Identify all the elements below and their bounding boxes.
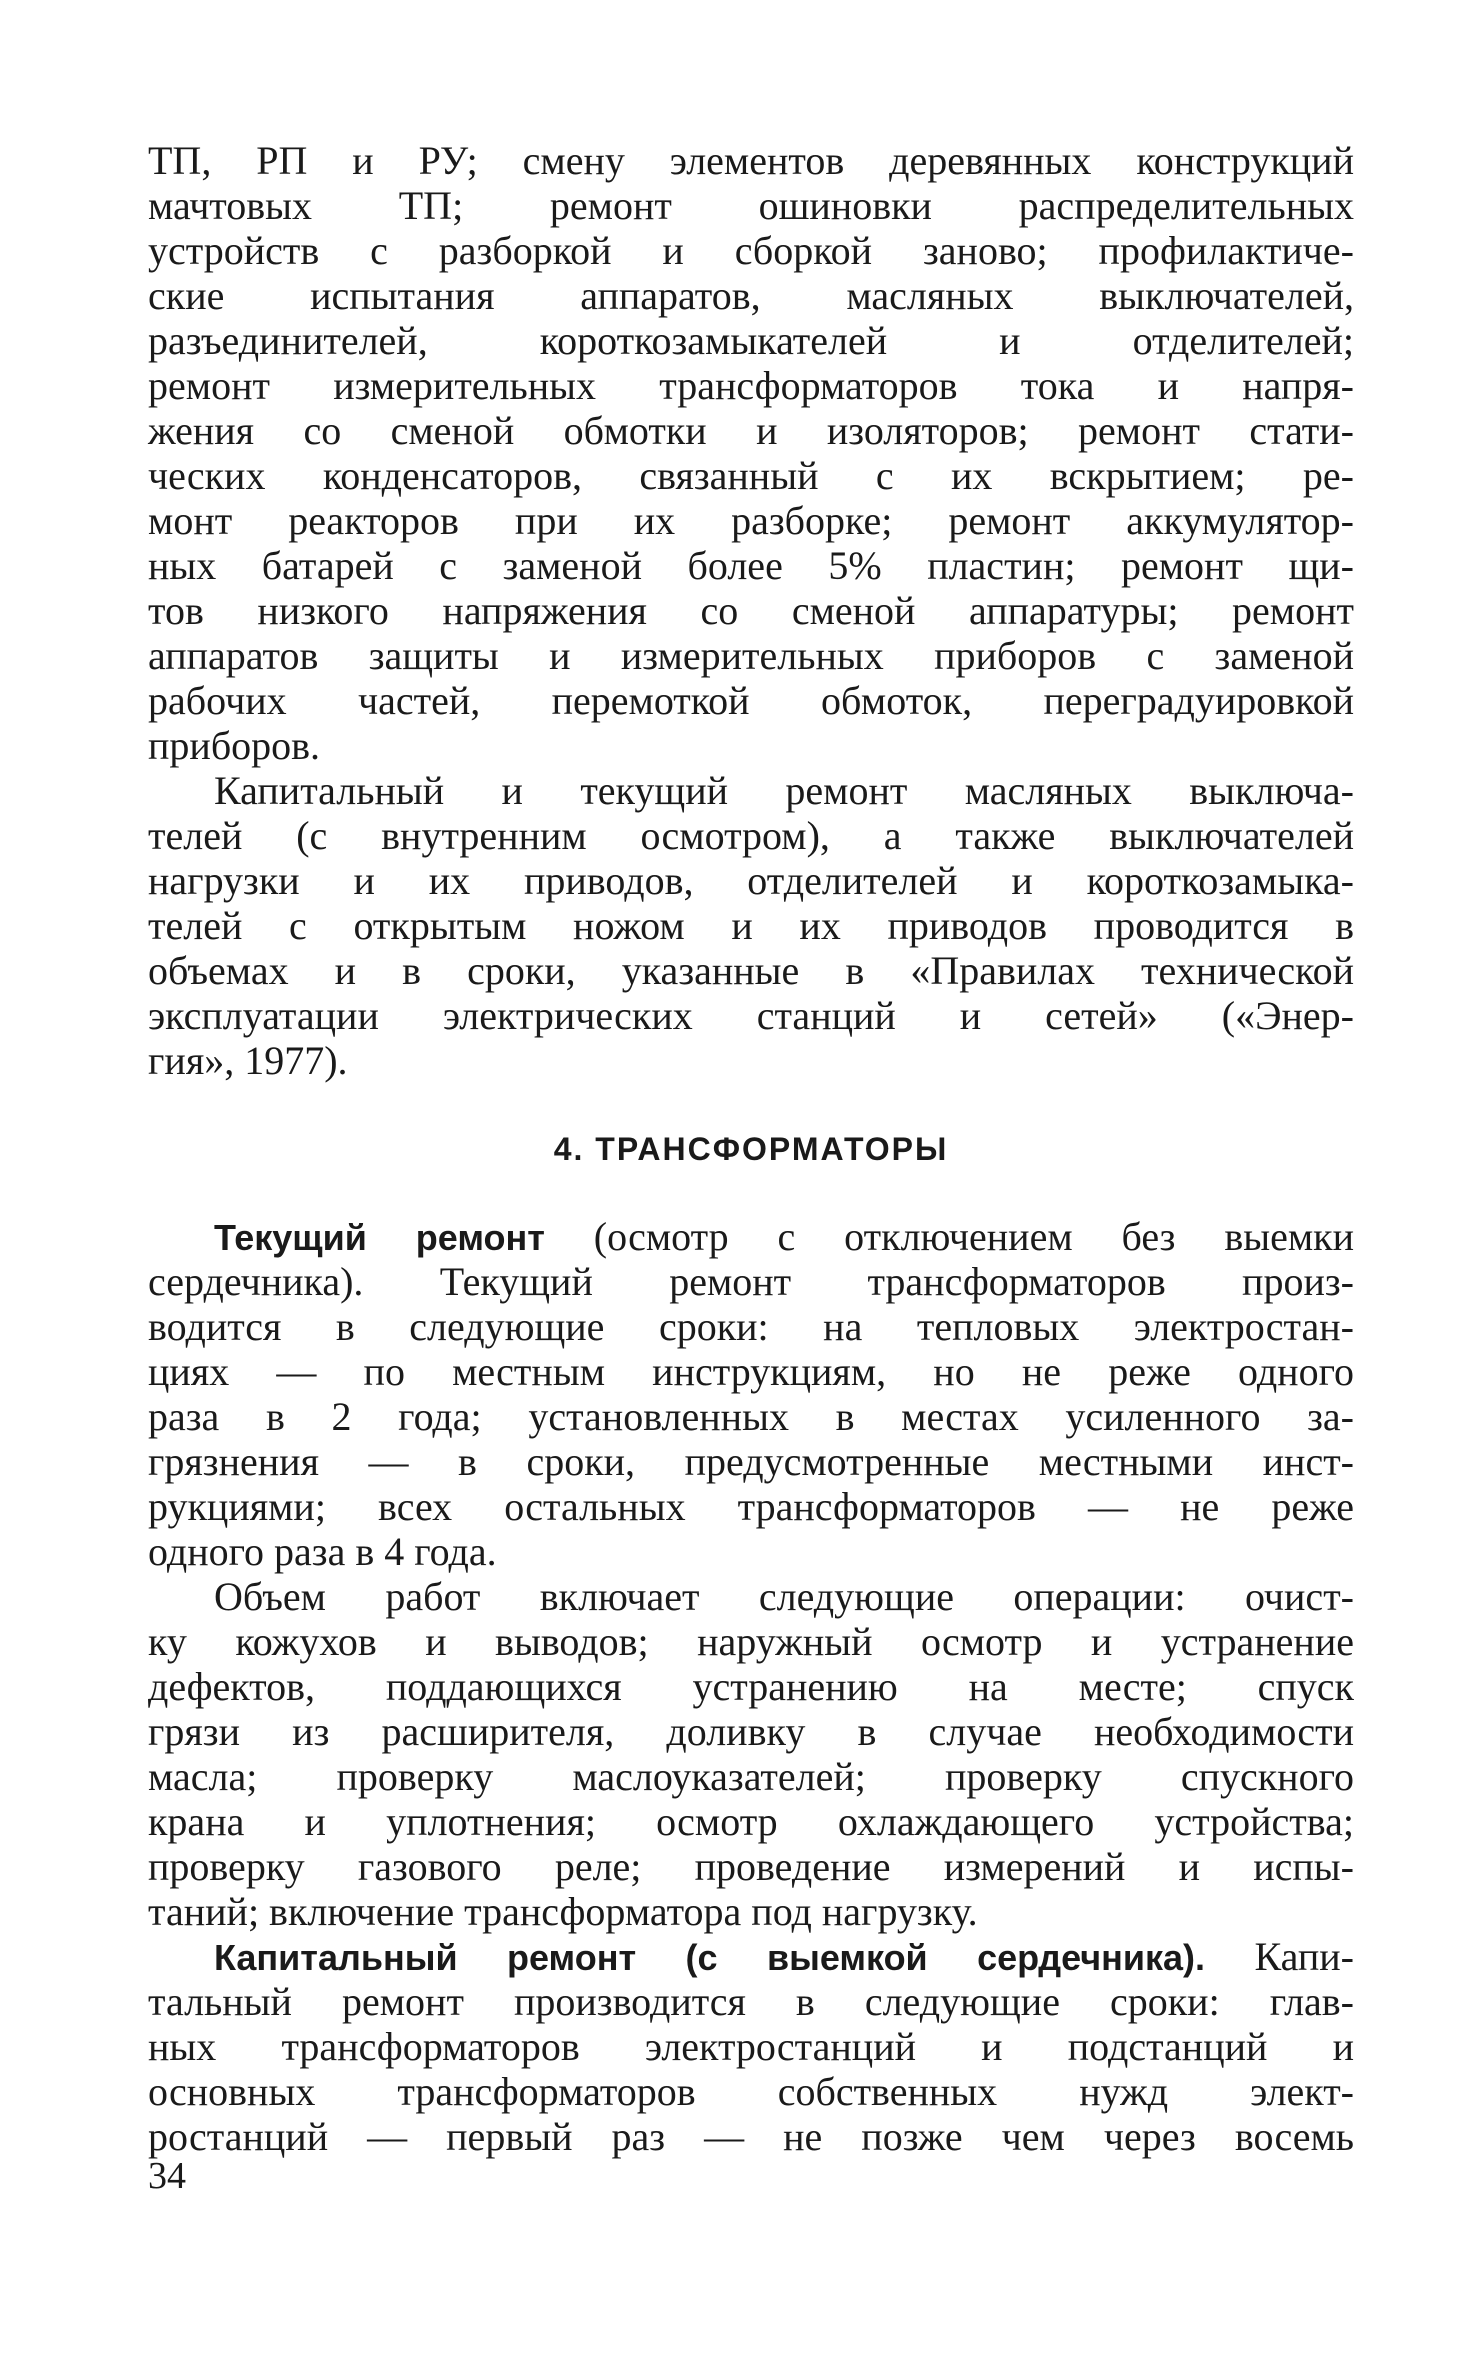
text-line: одного раза в 4 года. [148,1529,497,1574]
text-line: рукциями; всех остальных трансформаторов — не реже [148,1484,1354,1529]
paragraph-5 [148,1934,1354,2159]
text-line: грязнения — в сроки, предусмотренные местными инст- [148,1439,1354,1484]
text-line: гия», 1977). [148,1038,348,1083]
bold-lead: Капитальный ремонт (с выемкой сердечника). [214,1937,1206,1978]
text-line: таний; включение трансформатора под нагрузку. [148,1889,978,1934]
text-line: Капитальный и текущий ремонт масляных выключа- [214,768,1354,813]
text-line: проверку газового реле; проведение измерений и испы- [148,1844,1354,1889]
text-line: раза в 2 года; установленных в местах усиленного за- [148,1394,1354,1439]
text-line: ных батарей с заменой более 5% пластин; ремонт щи- [148,543,1354,588]
text-line: телей с открытым ножом и их приводов проводится в [148,903,1354,948]
text-line: ростанций — первый раз — не позже чем через восемь [148,2114,1354,2159]
section-heading: 4. ТРАНСФОРМАТОРЫ [553,1131,949,1167]
text-fragment: (осмотр с отключением без выемки [544,1214,1354,1259]
page-text [148,138,1354,2159]
text-line: мачтовых ТП; ремонт ошиновки распределительных [148,183,1354,228]
text-line: ческих конденсаторов, связанный с их вскрытием; ре- [148,453,1354,498]
text-line: телей (с внутренним осмотром), а также выключателей [148,813,1354,858]
text-line: тов низкого напряжения со сменой аппаратуры; ремонт [148,588,1354,633]
text-line: ных трансформаторов электростанций и подстанций и [148,2024,1354,2069]
bold-lead: Текущий ремонт [214,1217,545,1258]
paragraph-2 [148,768,1354,1083]
text-fragment: Капи- [1205,1934,1354,1979]
paragraph-3 [148,1214,1354,1574]
page-number: 34 [148,2155,186,2197]
text-line: жения со сменой обмотки и изоляторов; ремонт стати- [148,408,1354,453]
text-line [148,1934,1354,1979]
text-line: сердечника). Текущий ремонт трансформаторов произ- [148,1259,1354,1304]
text-line: ремонт измерительных трансформаторов тока и напря- [148,363,1354,408]
text-line: аппаратов защиты и измерительных приборов с заменой [148,633,1354,678]
text-line: объемах и в сроки, указанные в «Правилах технической [148,948,1354,993]
text-line: эксплуатации электрических станций и сетей» («Энер- [148,993,1354,1038]
text-line: ские испытания аппаратов, масляных выключателей, [148,273,1354,318]
paragraph-1 [148,138,1354,768]
text-line: Объем работ включает следующие операции: очист- [214,1574,1354,1619]
text-line: рабочих частей, перемоткой обмоток, переградуировкой [148,678,1354,723]
text-line: ТП, РП и РУ; смену элементов деревянных конструкций [148,138,1354,183]
text-line: грязи из расширителя, доливку в случае необходимости [148,1709,1354,1754]
text-line: водится в следующие сроки: на тепловых электростан- [148,1304,1354,1349]
text-line: дефектов, поддающихся устранению на месте; спуск [148,1664,1354,1709]
text-line: циях — по местным инструкциям, но не реже одного [148,1349,1354,1394]
text-line: основных трансформаторов собственных нужд элект- [148,2069,1354,2114]
text-line: крана и уплотнения; осмотр охлаждающего устройства; [148,1799,1354,1844]
text-line: разъединителей, короткозамыкателей и отделителей; [148,318,1354,363]
text-line: устройств с разборкой и сборкой заново; профилактиче- [148,228,1354,273]
paragraph-4 [148,1574,1354,1934]
text-line [148,1214,1354,1259]
text-line: ку кожухов и выводов; наружный осмотр и устранение [148,1619,1354,1664]
text-line: масла; проверку маслоуказателей; проверку спускного [148,1754,1354,1799]
text-line: нагрузки и их приводов, отделителей и короткозамыка- [148,858,1354,903]
text-line: тальный ремонт производится в следующие сроки: глав- [148,1979,1354,2024]
text-line: монт реакторов при их разборке; ремонт аккумулятор- [148,498,1354,543]
text-line: приборов. [148,723,321,768]
